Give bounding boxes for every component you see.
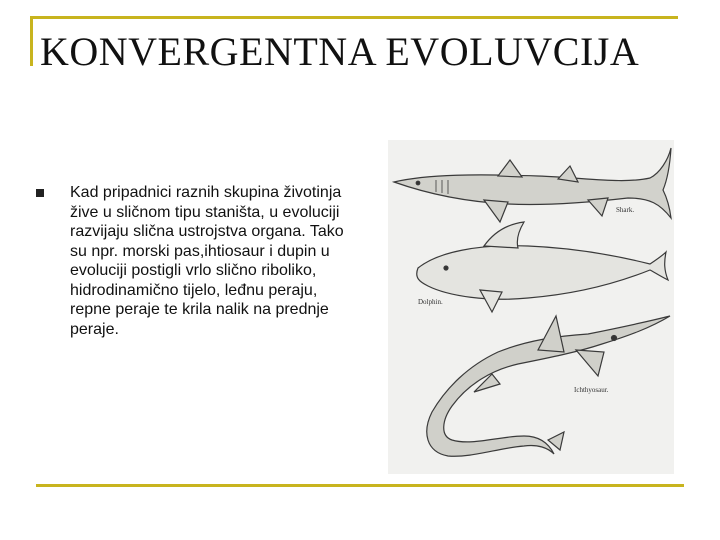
title-rule-top (30, 16, 678, 19)
footer-rule (36, 484, 684, 487)
bullet-text: Kad pripadnici raznih skupina životinja žive u sličnom tipu staništa, u evoluciji razvijaju slična ustrojstva organa. Tako su npr. morski pas,ihtiosaur i dupin u evoluciji postigli vrlo slično riboliko, hidrodinamično tijelo, leđnu peraju, repne peraje te krila nalik na prednje peraje. (70, 184, 344, 338)
convergent-evolution-illustration (388, 140, 674, 474)
bullet-square-icon (36, 189, 44, 197)
title-rule-left (30, 16, 33, 66)
shark-label: Shark. (616, 206, 635, 214)
dolphin-drawing (417, 222, 668, 312)
dolphin-label: Dolphin. (418, 298, 443, 306)
slide-title: KONVERGENTNA EVOLUVCIJA (40, 29, 640, 74)
animals-drawing (388, 140, 674, 474)
ichthyosaur-label: Ichthyosaur. (574, 386, 609, 394)
ichthyosaur-drawing (427, 316, 670, 456)
